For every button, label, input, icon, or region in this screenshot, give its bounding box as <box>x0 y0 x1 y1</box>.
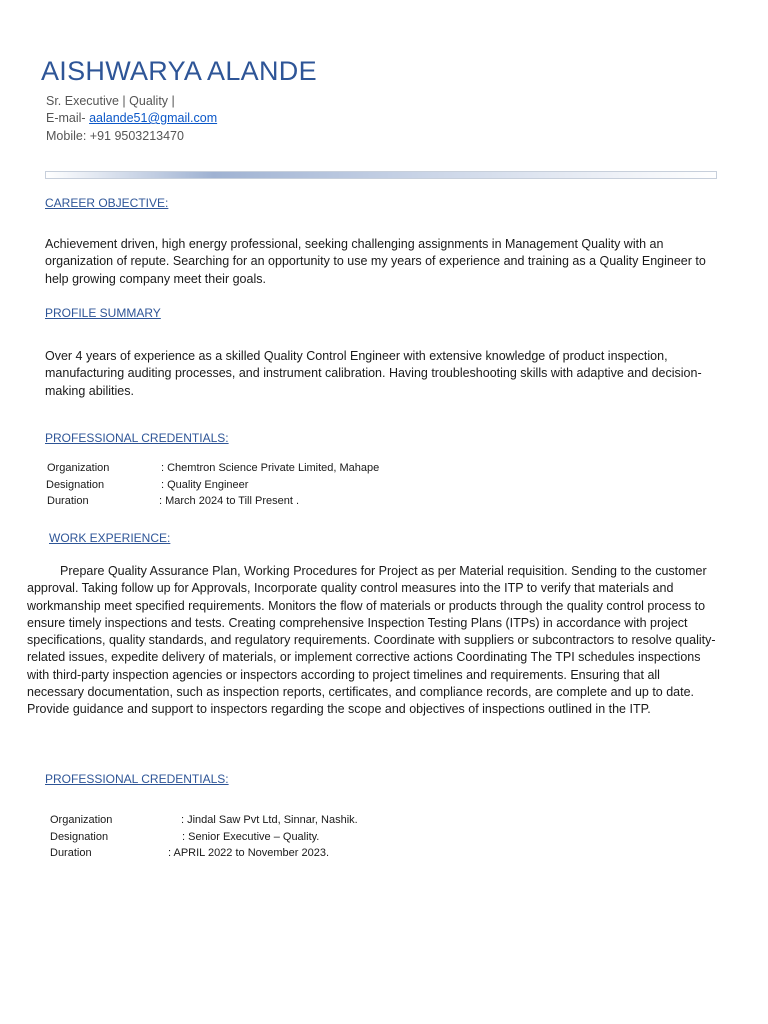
profile-summary-text: Over 4 years of experience as a skilled Quality Control Engineer with extensive knowledge of product inspection, manufacturing auditing processes, and instrument calibration. Having troubleshooting skills with adaptive and decision- making abilities. <box>45 349 702 398</box>
email-prefix: E-mail- <box>46 111 90 125</box>
credentials-heading-1: PROFESSIONAL CREDENTIALS: <box>45 431 229 445</box>
credential-label: Organization <box>50 814 113 826</box>
credential-value: : Quality Engineer <box>161 478 249 491</box>
credential-row <box>50 814 450 831</box>
credentials-heading-2: PROFESSIONAL CREDENTIALS: <box>45 772 229 786</box>
email-line <box>46 111 217 125</box>
work-experience-heading: WORK EXPERIENCE: <box>49 531 171 545</box>
credential-label: Designation <box>50 830 109 843</box>
credential-row <box>46 479 446 496</box>
job-title-line: Sr. Executive | Quality | <box>46 94 175 108</box>
credential-label: Organization <box>47 462 110 474</box>
profile-summary-heading: PROFILE SUMMARY <box>45 306 161 320</box>
mobile-line: Mobile: +91 9503213470 <box>46 129 184 143</box>
header-divider <box>45 171 717 179</box>
credential-value: : APRIL 2022 to November 2023. <box>168 847 330 859</box>
email-link[interactable]: aalande51@gmail.com <box>89 111 218 125</box>
work-experience-text: Prepare Quality Assurance Plan, Working Procedures for Project as per Material requisition. Sending to the customer approval. Taking follow up for Approvals, Incorporate quality control measures into the ITP to verify that materials and workmanship meet specified requirements. Monitors the flow of materials or products through the quality control process to ensure timely inspections and tests. Creating comprehensive Inspection Testing Plans (ITPs) in accordance with project specifications, quality standards, and regulatory requirements. Coordinate with suppliers or subcontractors to resolve quality-related issues, expedite delivery of materials, or implement corrective actions Coordinating The TPI schedules inspections with third-party inspection agencies or inspectors according to project timelines and requirements. Ensuring that all necessary documentation, such as inspection reports, certificates, and compliance records, are complete and up to date. Provide guidance and support to inspectors regarding the scope and objectives of inspections outlined in the ITP. <box>27 564 716 717</box>
credential-row <box>50 847 450 864</box>
credential-value: : Chemtron Science Private Limited, Mahape <box>161 462 380 474</box>
credential-label: Designation <box>46 478 105 491</box>
credential-row <box>46 495 446 512</box>
credential-value: : Jindal Saw Pvt Ltd, Sinnar, Nashik. <box>181 814 358 826</box>
credentials-table-1 <box>46 462 446 512</box>
career-objective-heading: CAREER OBJECTIVE: <box>45 196 169 210</box>
credential-value: : March 2024 to Till Present . <box>159 495 300 507</box>
credential-row <box>50 831 450 848</box>
credential-row <box>46 462 446 479</box>
candidate-name: AISHWARYA ALANDE <box>41 56 317 86</box>
career-objective-text: Achievement driven, high energy professional, seeking challenging assignments in Management Quality with an organization of repute. Searching for an opportunity to use my years of experience and training as a Quality Engineer to help growing company meet their goals. <box>45 237 706 286</box>
credential-value: : Senior Executive – Quality. <box>182 830 320 843</box>
credential-label: Duration <box>47 495 89 507</box>
credential-label: Duration <box>50 847 92 859</box>
credentials-table-2 <box>50 814 450 864</box>
